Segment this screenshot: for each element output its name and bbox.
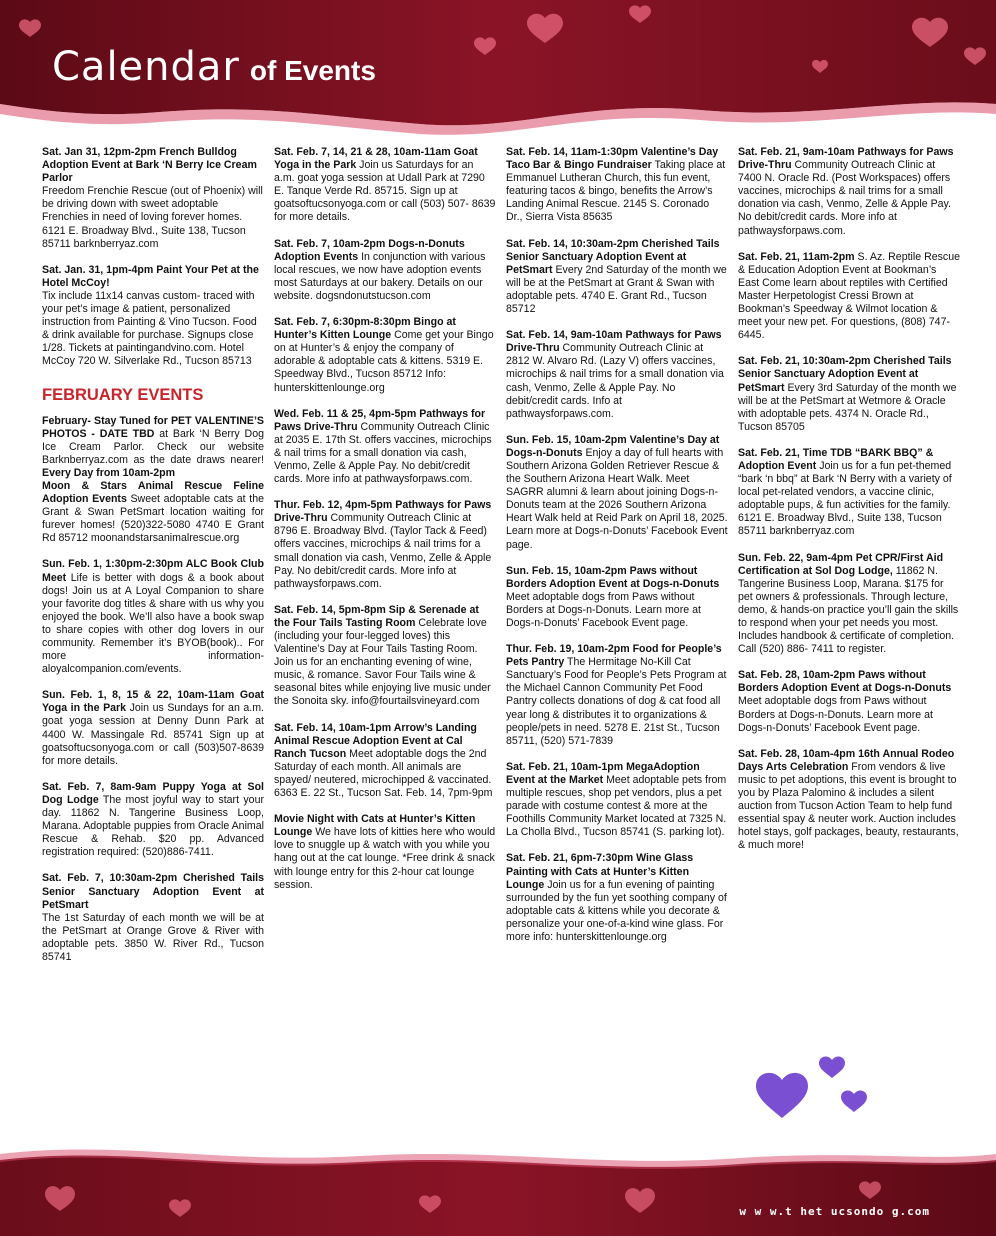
- event-item: [738, 355, 960, 434]
- event-item: [42, 264, 264, 369]
- column-3: [506, 146, 728, 957]
- footer-background: [0, 1140, 996, 1236]
- event-body: Come get your Bingo on at Hunter’s & enjoy the company of adorable & adoptable cats & kittens. 5319 E. Speedway Blvd., Tucson 85712 Info: hunterskittenlounge.org: [274, 329, 494, 394]
- event-item: [42, 689, 264, 768]
- event-title: Sat. Jan 31, 12pm-2pm French Bulldog Adoption Event at Bark ‘N Berry Ice Cream Parlor: [42, 146, 257, 185]
- event-body: Meet adoptable dogs from Paws without Borders at Dogs-n-Donuts. Learn more at Dogs-n-Donuts’ Facebook Event page.: [506, 590, 701, 629]
- event-body: Join us for a fun evening of painting surrounded by the fun yet soothing company of adoptable cats & kittens while you decorate & personalize your one-of-a-kind wine glass. For more info: hunterskittenlounge.org: [506, 878, 727, 943]
- event-title: Sat. Feb. 28, 10am-2pm Paws without Borders Adoption Event at Dogs-n-Donuts: [738, 669, 952, 695]
- event-item: [42, 781, 264, 860]
- event-item: [738, 447, 960, 539]
- event-body: at Bark ‘N Berry Dog Ice Cream Parlor. Check our website Barknberryaz.com as the date draws nearer!: [42, 427, 264, 466]
- event-item: [274, 146, 496, 225]
- event-title: Sat. Feb. 21, Time TDB “BARK BBQ” & Adoption Event: [738, 446, 934, 472]
- event-item: [506, 238, 728, 317]
- event-title: Sun. Feb. 1, 8, 15 & 22, 10am-11am Goat Yoga in the Park: [42, 689, 264, 715]
- header-banner: [0, 0, 996, 140]
- event-body: The most joyful way to start your day. 11862 N. Tangerine Business Loop, Marana. Adoptable puppies from Oracle Animal Rescue & Rehab. $20 pp. Advanced registration required: (520)886-7411.: [42, 793, 265, 859]
- event-body: Sweet adoptable cats at the Grant & Swan PetSmart location waiting for furever homes! (520)322-5080 4740 E Grant Rd 85712 moonandstarsanimalrescue.org: [42, 493, 264, 545]
- event-body: Every 2nd Saturday of the month we will be at the PetSmart at Grant & Swan with adoptable pets. 4740 E. Grant Rd., Tucson 85712: [506, 263, 727, 316]
- event-title: Sat. Feb. 21, 6pm-7:30pm Wine Glass Painting with Cats at Hunter’s Kitten Lounge: [506, 852, 694, 891]
- event-item: [506, 329, 728, 421]
- event-title: Sun. Feb. 15, 10am-2pm Paws without Borders Adoption Event at Dogs-n-Donuts: [506, 564, 720, 590]
- event-item: [274, 604, 496, 709]
- event-item: [738, 146, 960, 238]
- event-body: Celebrate love (including your four-legged loves) this Valentine’s Day at Four Tails Tasting Room. Join us for an enchanting evening of wine, music, & romance. Savor Four Tails wine & seasonal bites while enjoying live music under the Sonoita sky. info@fourtailsvineyard.com: [274, 616, 491, 708]
- event-body: Community Outreach Clinic at 2812 W. Alvaro Rd. (Lazy V) offers vaccines, microchips & nail trims for a small donation via cash, Venmo, Zelle & Apple Pay. No debit/credit cards. Info at pathwaysforpaws.com.: [506, 342, 724, 420]
- page-title: [52, 44, 376, 90]
- event-body: Taking place at Emmanuel Lutheran Church, this fun event, featuring tacos & bingo, benefits the Arrow’s Landing Animal Rescue. 2145 S. Coronado Dr., Sierra Vista 85635: [506, 159, 726, 224]
- event-title: Every Day from 10am-2pm: [42, 466, 176, 479]
- event-title: Sat. Feb. 21, 10:30am-2pm Cherished Tails Senior Sanctuary Adoption Event at PetSmart: [738, 355, 952, 394]
- event-title: Sat. Feb. 21, 9am-10am Pathways for Paws Drive-Thru: [738, 146, 954, 172]
- event-item: [42, 146, 264, 251]
- column-2: [274, 146, 496, 905]
- title-rest: of Events: [249, 55, 376, 86]
- event-item: [42, 558, 264, 676]
- column-1: [42, 146, 264, 977]
- event-item: [738, 669, 960, 734]
- heart-small-right: [841, 1090, 867, 1112]
- event-body: Meet adoptable pets from multiple rescues, shop pet vendors, plus a pet parade with costume contest & more at the Foothills Community Market located at 7325 N. La Cholla Blvd., Tucson 85741 (S. parking lot).: [506, 773, 727, 839]
- event-title: Sat. Feb. 7, 6:30pm-8:30pm Bingo at Hunter’s Kitten Lounge: [274, 316, 456, 342]
- event-title: Sat. Feb. 7, 10am-2pm Dogs-n-Donuts Adoption Events: [274, 237, 465, 263]
- event-body: Freedom Frenchie Rescue (out of Phoenix) will be driving down with sweet adoptable Frenchies in need of loving forever homes. 6121 E. Broadway Blvd., Suite 138, Tucson 85711 barknberryaz.com: [42, 185, 263, 250]
- event-title: Sun. Feb. 22, 9am-4pm Pet CPR/First Aid Certification at Sol Dog Lodge,: [738, 551, 944, 577]
- event-body: Meet adoptable dogs from Paws without Borders at Dogs-n-Donuts. Learn more at Dogs-n-Donuts’ Facebook Event page.: [738, 695, 933, 734]
- event-title: Sat. Feb. 7, 14, 21 & 28, 10am-11am Goat Yoga in the Park: [274, 146, 478, 172]
- event-body: From vendors & live music to pet adoptions, this event is brought to you by Plaza Palomino & includes a silent auction from Tucson Action Team to help fund essential spay & neuter work. Auction includes hotel stays, golf packages, beauty, restaurants, & much more!: [738, 760, 959, 852]
- event-title: Sat. Feb. 14, 9am-10am Pathways for Paws Drive-Thru: [506, 329, 722, 355]
- heart-large: [756, 1073, 808, 1118]
- event-body: Enjoy a day of full hearts with Southern Arizona Golden Retriever Rescue & the Southern Arizona Heart Walk. Meet SAGRR alumni & learn about joining Dogs-n-Donuts team at the 2026 Southern Arizona Heart Walk held at Reid Park on April 18, 2025. Learn more at Dogs-n-Donuts’ Facebook Event page.: [506, 446, 728, 551]
- event-item: [274, 238, 496, 303]
- event-item: [738, 552, 960, 657]
- event-item: [274, 316, 496, 395]
- event-title: Sat. Feb. 14, 10am-1pm Arrow’s Landing Animal Rescue Adoption Event at Cal Ranch Tucson: [274, 721, 477, 760]
- section-heading: FEBRUARY EVENTS: [42, 385, 204, 404]
- event-item: [42, 872, 264, 964]
- event-title: February- Stay Tuned for PET VALENTINE’S PHOTOS - DATE TBD: [42, 414, 264, 440]
- event-item: [738, 251, 960, 343]
- event-body: Join us Saturdays for an a.m. goat yoga session at Udall Park at 7290 E. Tanque Verde Rd. 85715. Sign up at goatsoftucsonyoga.com or call (503) 507- 8639 for more details.: [274, 159, 496, 224]
- event-title: Sat. Feb. 14, 10:30am-2pm Cherished Tails Senior Sanctuary Adoption Event at PetSmart: [506, 237, 720, 276]
- event-title: Thur. Feb. 12, 4pm-5pm Pathways for Paws Drive-Thru: [274, 499, 492, 525]
- event-title: Sat. Feb. 14, 5pm-8pm Sip & Serenade at the Four Tails Tasting Room: [274, 603, 479, 629]
- event-item: [506, 434, 728, 552]
- event-item: [506, 761, 728, 840]
- event-title: Thur. Feb. 19, 10am-2pm Food for People’s Pets Pantry: [506, 643, 722, 669]
- event-title: Sat. Jan. 31, 1pm-4pm Paint Your Pet at the Hotel McCoy!: [42, 263, 259, 289]
- event-body: Community Outreach Clinic at 8796 E. Broadway Blvd. (Taylor Tack & Feed) offers vaccines, microchips & nail trims for a small donation via cash, Venmo, Zelle & Apple Pay. No debit/credit cards. More info at pathwaysforpaws.com.: [274, 512, 492, 590]
- event-title: Sat. Feb. 21, 10am-1pm MegaAdoption Event at the Market: [506, 760, 700, 786]
- event-body: Tix include 11x14 canvas custom- traced with your pet’s image & patient, personalized instruction from Painting & Vino Tucson. Food & drink available for purchase. Signups close 1/28. Tickets at paintingandvino.com. Hotel McCoy 720 W. Silverlake Rd., Tucson 85713: [42, 289, 257, 368]
- event-body: S. Az. Reptile Rescue & Education Adoption Event at Bookman’s East Come learn about reptiles with Certified Master Herpetologist Cressi Brown at Bookman’s Speedway & Wilmot location & meet your new pet. For questions, (808) 747-6445.: [738, 250, 960, 342]
- event-body: Life is better with dogs & a book about dogs! Join us at A Loyal Companion to share your favorite dog titles & share with us why you enjoyed the book. We’ll also have a book swap to share copies with other dog lovers in our community. Remember it’s BYOB(book).. For more information- aloyalcompanion.com/events.: [42, 571, 264, 676]
- event-item: [506, 565, 728, 630]
- column-4: [738, 146, 960, 866]
- event-title: Sun. Feb. 15, 10am-2pm Valentine’s Day at Dogs-n-Donuts: [506, 433, 720, 459]
- event-item: [274, 722, 496, 801]
- event-body: Join us Sundays for an a.m. goat yoga session at Denny Dunn Park at 4400 W. Massingale Rd. 85741 Sign up at goatsoftucsonyoga.com or call (503)507-8639 for more details.: [42, 702, 264, 767]
- event-body: Meet adoptable dogs the 2nd Saturday of each month. All animals are spayed/ neutered, microchipped & vaccinated. 6363 E. 22 St., Tucson Sat. Feb. 14, 7pm-9pm: [274, 747, 493, 800]
- event-body: Every 3rd Saturday of the month we will be at the PetSmart at Wetmore & Oracle with adoptable pets. 4374 N. Oracle Rd., Tucson 85705: [738, 381, 957, 433]
- event-title: Sat. Feb. 7, 10:30am-2pm Cherished Tails Senior Sanctuary Adoption Event at PetSmart: [42, 872, 264, 911]
- event-title: Wed. Feb. 11 & 25, 4pm-5pm Pathways for Paws Drive-Thru: [274, 407, 486, 433]
- footer-banner: [0, 1140, 996, 1236]
- event-body: In conjunction with various local rescues, we now have adoption events most Saturdays at our bakery. Details on our website. dogsndonutstucson.com: [274, 250, 486, 302]
- event-item: [506, 643, 728, 748]
- event-body: The Hermitage No-Kill Cat Sanctuary’s Food for People’s Pets Program at the Michael Cannon Community Pet Food Pantry collects donations of dog & cat food all year long & distributes it to organizations & people/pets in need. 5278 E. 21st St., Tucson 85711, (520) 571-7839: [506, 656, 727, 747]
- event-title: Sat. Feb. 14, 11am-1:30pm Valentine’s Day Taco Bar & Bingo Fundraiser: [506, 146, 719, 172]
- event-body: Community Outreach Clinic at 7400 N. Oracle Rd. (Post Workspaces) offers vaccines, microchips & nail trims for a small donation via cash, Venmo, Zelle & Apple Pay. No debit/credit cards. More info at pathwaysforpaws.com.: [738, 159, 951, 237]
- heart-small-top: [819, 1056, 845, 1078]
- event-item: [42, 415, 264, 546]
- event-title: Moon & Stars Animal Rescue Feline Adoption Events: [42, 479, 264, 506]
- title-main: Calendar: [52, 44, 240, 90]
- event-title: Sat. Feb. 21, 11am-2pm: [738, 250, 855, 263]
- event-title: Sat. Feb. 28, 10am-4pm 16th Annual Rodeo Days Arts Celebration: [738, 747, 955, 773]
- website-url: w w w.t het ucsondo g.com: [739, 1205, 930, 1218]
- event-item: [738, 748, 960, 853]
- event-item: [274, 499, 496, 591]
- event-item: [506, 852, 728, 944]
- event-title: Movie Night with Cats at Hunter’s Kitten Lounge: [274, 813, 476, 839]
- event-body: Community Outreach Clinic at 2035 E. 17th St. offers vaccines, microchips & nail trims for a small donation via cash, Venmo, Zelle & Apple Pay. No debit/credit cards. More info at pathwaysforpaws.com.: [274, 420, 492, 486]
- event-body: 11862 N. Tangerine Business Loop, Marana. $175 for pet owners & professionals. Through lecture, demo, & hands-on practice you’ll gain the skills to respond when your pet needs you most. Includes handbook & certificate of completion. Call (520) 886- 7411 to register.: [738, 564, 959, 656]
- event-item: [274, 408, 496, 487]
- event-body: The 1st Saturday of each month we will be at the PetSmart at Orange Grove & River with adoptable pets. 3850 W. River Rd., Tucson 85741: [42, 911, 264, 963]
- event-item: [506, 146, 728, 225]
- event-body: Join us for a fun pet-themed “bark ‘n bbq” at Bark ‘N Berry with a variety of local pet-related vendors, a vaccine clinic, adoptable pups, & fun activities for the family. 6121 E. Broadway Blvd., Suite 138, Tucson 85711 barknberryaz.com: [738, 459, 952, 538]
- event-title: Sun. Feb. 1, 1:30pm-2:30pm ALC Book Club Meet: [42, 558, 264, 584]
- purple-hearts-icon: [752, 1050, 882, 1134]
- event-title: Sat. Feb. 7, 8am-9am Puppy Yoga at Sol Dog Lodge: [42, 780, 264, 806]
- event-item: [274, 813, 496, 892]
- event-body: We have lots of kitties here who would love to snuggle up & watch with you while you hang out at the cat lounge. *Free drink & snack with lounge entry for this 2-hour cat lounge session.: [274, 826, 496, 891]
